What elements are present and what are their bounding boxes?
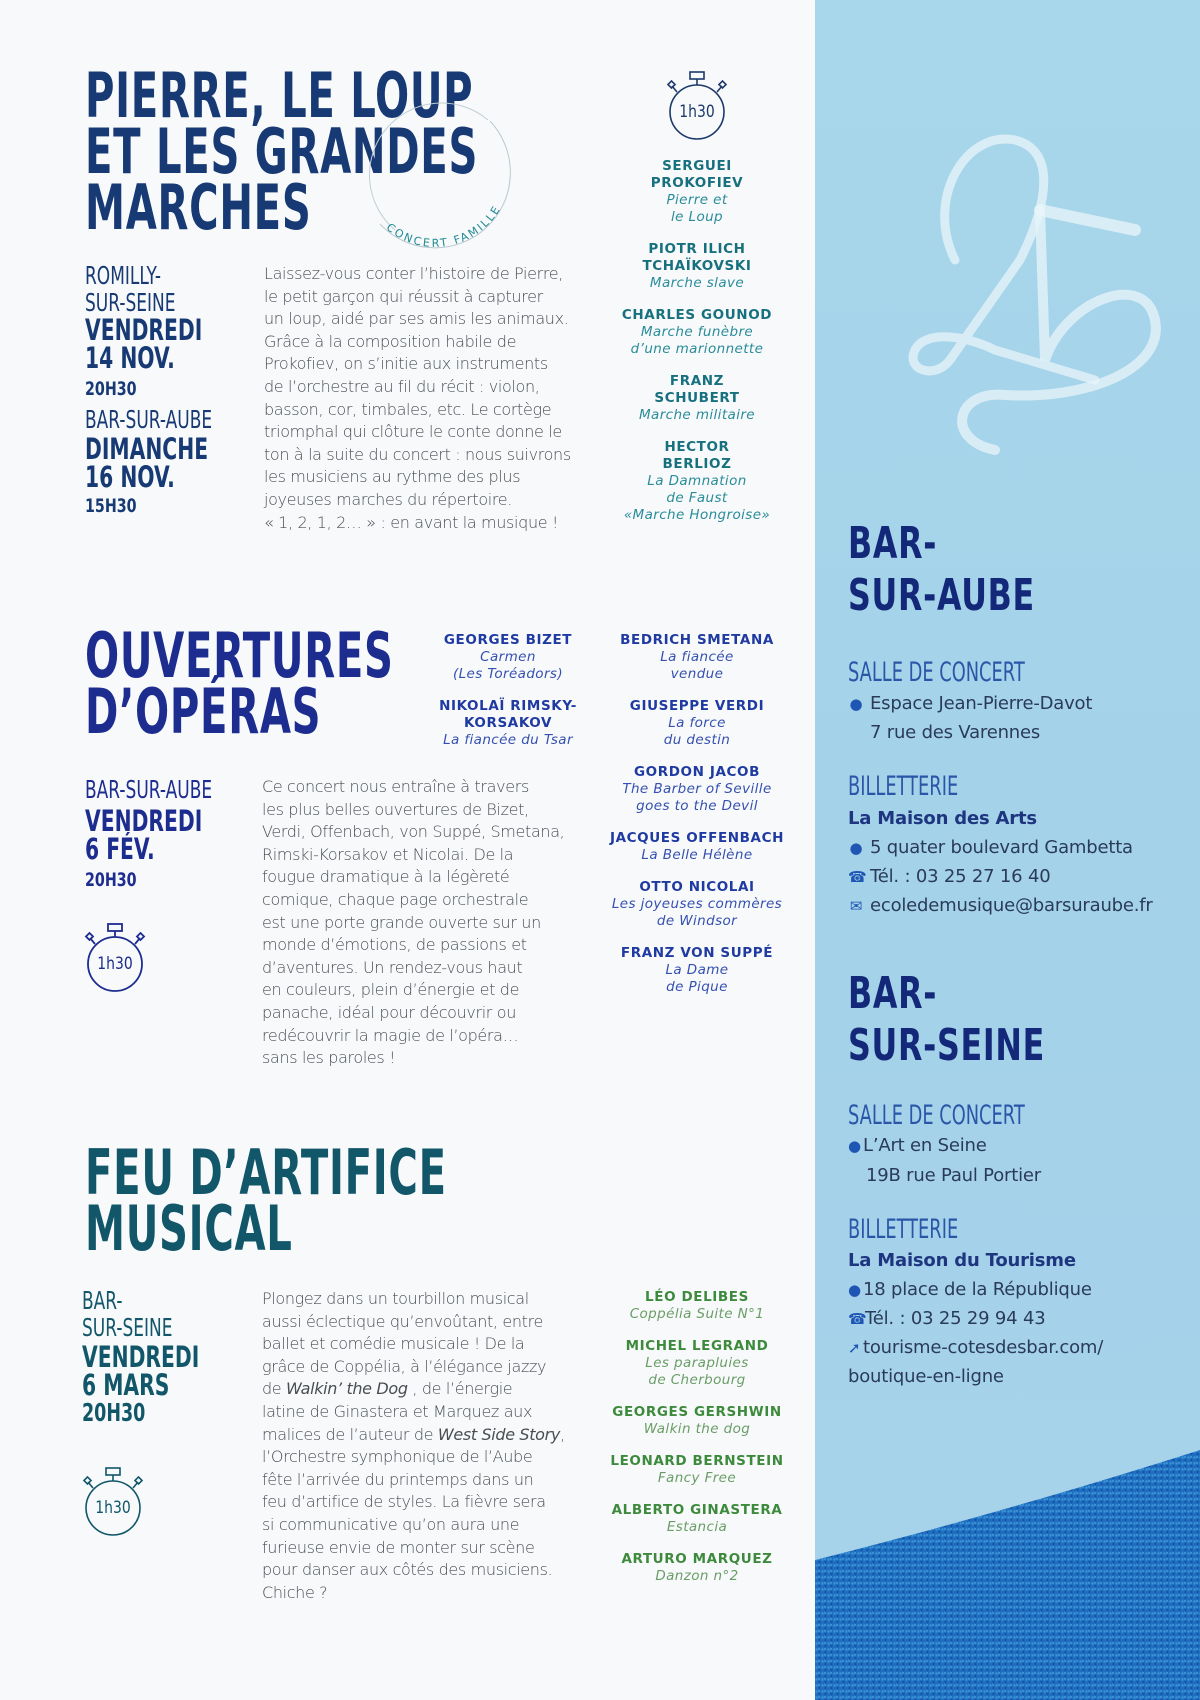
date: 6 MARS xyxy=(82,1368,170,1402)
date: 6 FÉV. xyxy=(85,832,155,866)
concert-description xyxy=(264,263,571,534)
description-line: Chiche ? xyxy=(262,1582,328,1602)
program-item xyxy=(597,241,797,292)
composer: LEONARD BERNSTEIN xyxy=(610,1453,784,1469)
work: La fiancée xyxy=(660,649,734,665)
work: Pierre et xyxy=(666,192,728,208)
description-line: triomphal qui clôture le conte donne le xyxy=(264,422,562,442)
work: Marche funèbre xyxy=(640,324,754,340)
program-item xyxy=(597,1289,797,1323)
text-segment: , de l’énergie xyxy=(407,1379,513,1399)
map-pin-icon: ● xyxy=(848,1137,861,1155)
description-line: latine de Ginastera et Marquez aux xyxy=(262,1401,533,1421)
description-line: ballet et comédie musicale ! De la xyxy=(262,1334,525,1354)
work: vendue xyxy=(670,666,724,682)
program-item xyxy=(418,698,598,749)
italic-title: Walkin’ the Dog xyxy=(286,1379,408,1399)
description-line: sans les paroles ! xyxy=(262,1048,396,1068)
city: BAR-SUR-AUBE xyxy=(85,405,213,434)
title-line: MARCHES xyxy=(85,171,312,244)
venue-name-line: SUR-AUBE xyxy=(848,570,1035,621)
work: Fancy Free xyxy=(657,1470,737,1486)
italic-title: West Side Story xyxy=(437,1424,560,1444)
title-line: MUSICAL xyxy=(85,1192,293,1265)
venue-name-line: BAR- xyxy=(848,968,938,1019)
ticket-office-name: La Maison des Arts xyxy=(848,808,1037,829)
composer: GIUSEPPE VERDI xyxy=(629,698,765,714)
description-line: Plongez dans un tourbillon musical xyxy=(262,1289,529,1308)
work: Danzon n°2 xyxy=(655,1568,739,1584)
composer: PIOTR ILICH xyxy=(648,241,746,257)
composer: KORSAKOV xyxy=(463,715,553,731)
concert-program xyxy=(597,1289,797,1600)
time: 20H30 xyxy=(85,869,137,891)
arrow-link-icon: ➚ xyxy=(848,1339,861,1357)
program-item xyxy=(597,373,797,424)
phone-icon: ☎ xyxy=(848,868,867,886)
hall-name: Espace Jean-Pierre-Davot xyxy=(870,693,1093,714)
composer: NIKOLAÏ RIMSKY- xyxy=(439,698,577,714)
work: Carmen xyxy=(480,649,536,665)
hall-label: SALLE DE CONCERT xyxy=(848,1100,1025,1131)
description-line: si communicative qu’on aura une xyxy=(262,1514,520,1534)
hall-address-line-1 xyxy=(848,691,1092,717)
composer: ARTURO MARQUEZ xyxy=(621,1551,773,1567)
description-line: joyeuses marches du répertoire. xyxy=(264,489,512,509)
venue-name-bar-sur-aube xyxy=(848,518,1035,622)
description-line: d’aventures. Un rendez-vous haut xyxy=(262,957,523,977)
hall-address-line-2: 7 rue des Varennes xyxy=(870,722,1041,743)
description-line: ton à la suite du concert : nous suivrons xyxy=(264,444,571,464)
concert-title-ouvertures-d-operas xyxy=(85,619,394,748)
description-line: comique, chaque page orchestrale xyxy=(262,889,529,909)
concert-dates xyxy=(85,776,272,897)
duration-label: 1h30 xyxy=(97,954,133,974)
composer: SERGUEI xyxy=(662,158,732,174)
ticket-address-text: 18 place de la République xyxy=(863,1279,1092,1300)
composer: OTTO NICOLAI xyxy=(639,879,755,895)
description-line: feu d’artifice de styles. La fièvre sera xyxy=(262,1492,546,1512)
composer: JACQUES OFFENBACH xyxy=(609,830,785,846)
work: de Cherbourg xyxy=(648,1372,746,1388)
city: SUR-SEINE xyxy=(85,288,176,317)
concert-title-feu-d-artifice-musical xyxy=(85,1136,447,1265)
date: 16 NOV. xyxy=(85,460,175,494)
hall-address-line-2: 19B rue Paul Portier xyxy=(866,1165,1041,1186)
duration-label: 1h30 xyxy=(679,102,715,122)
work: «Marche Hongroise» xyxy=(623,507,771,523)
description-line: le petit garçon qui réussit à capturer xyxy=(264,286,543,306)
work: le Loup xyxy=(670,209,724,225)
program-item xyxy=(597,1453,797,1487)
city: BAR-SUR-AUBE xyxy=(85,775,213,804)
text-segment: , xyxy=(559,1424,565,1444)
map-pin-icon: ● xyxy=(849,839,863,857)
weekday: VENDREDI xyxy=(82,1340,200,1374)
work: La force xyxy=(668,715,726,731)
concert-program-left xyxy=(418,632,598,764)
composer: LÉO DELIBES xyxy=(645,1289,749,1305)
work: La Dame xyxy=(665,962,729,978)
work: La Belle Hélène xyxy=(641,847,753,863)
concert-program xyxy=(597,158,797,539)
ticket-address-text: 5 quater boulevard Gambetta xyxy=(870,837,1133,858)
ticket-website-link-line-2[interactable]: boutique-en-ligne xyxy=(848,1366,1004,1387)
work: de Pique xyxy=(666,979,728,995)
description-line: de l’orchestre au fil du récit : violon, xyxy=(264,376,540,396)
svg-text:CONCERT FAMILLE: CONCERT FAMILLE xyxy=(383,202,504,250)
work: La Damnation xyxy=(647,473,747,489)
ticket-phone-text: Tél. : 03 25 29 94 43 xyxy=(865,1308,1046,1329)
composer: FRANZ VON SUPPÉ xyxy=(620,945,774,961)
anniversary-25-logo-icon xyxy=(845,60,1175,460)
weekday: VENDREDI xyxy=(85,313,203,347)
city: ROMILLY- xyxy=(85,261,162,290)
program-item xyxy=(597,1502,797,1536)
description-line xyxy=(262,1378,565,1401)
ticket-web-text: tourisme-cotesdesbar.com/ xyxy=(863,1337,1104,1358)
ticket-phone[interactable] xyxy=(848,1306,1045,1332)
ticket-phone[interactable] xyxy=(848,864,1050,890)
text-segment: de xyxy=(262,1379,287,1399)
duration-label: 1h30 xyxy=(95,1498,131,1518)
composer: SCHUBERT xyxy=(654,390,740,406)
description-line: Ce concert nous entraîne à travers xyxy=(262,777,529,796)
time: 20H30 xyxy=(82,1398,146,1427)
map-pin-icon: ● xyxy=(849,695,863,713)
program-item xyxy=(597,1404,797,1438)
description-line: panache, idéal pour découvrir ou xyxy=(262,1002,517,1022)
concert-dates xyxy=(85,262,272,521)
description-line: fougue dramatique à la légèreté xyxy=(262,867,510,887)
composer: BERLIOZ xyxy=(662,456,732,472)
concert-famille-badge xyxy=(340,80,520,250)
weekday: DIMANCHE xyxy=(85,432,209,466)
ticket-email-text: ecoledemusique@barsuraube.fr xyxy=(870,895,1153,916)
description-line: fête l’arrivée du printemps dans un xyxy=(262,1469,534,1489)
title-line: ET LES GRANDES xyxy=(85,115,479,188)
city: BAR- xyxy=(82,1286,123,1315)
text-segment: malices de l’auteur de xyxy=(262,1424,438,1444)
program-item xyxy=(597,439,797,524)
duration-stopwatch-icon xyxy=(84,922,146,994)
program-item xyxy=(597,1338,797,1389)
composer: FRANZ xyxy=(669,373,725,389)
description-line: est une porte grande ouverte sur un xyxy=(262,912,541,932)
description-line: Verdi, Offenbach, von Suppé, Smetana, xyxy=(262,822,565,842)
title-line: OUVERTURES xyxy=(85,619,394,692)
ticket-website-link[interactable] xyxy=(848,1335,1103,1361)
title-line: PIERRE, LE LOUP xyxy=(85,59,474,132)
ticket-office-name: La Maison du Tourisme xyxy=(848,1250,1076,1271)
work: du destin xyxy=(663,732,731,748)
description-line xyxy=(262,1424,565,1447)
program-item xyxy=(418,632,598,683)
work: The Barber of Seville xyxy=(622,781,772,797)
program-item xyxy=(597,879,797,930)
concert-description xyxy=(262,776,564,1070)
ticket-label: BILLETTERIE xyxy=(848,771,959,802)
description-line: Prokofiev, on s’initie aux instruments xyxy=(264,354,548,374)
time: 20H30 xyxy=(85,378,137,400)
venue-name-line: SUR-SEINE xyxy=(848,1020,1045,1071)
composer: GEORGES GERSHWIN xyxy=(612,1404,782,1420)
work: Les parapluies xyxy=(645,1355,749,1371)
description-line: l’Orchestre symphonique de l’Aube xyxy=(262,1447,533,1467)
program-item xyxy=(597,945,797,996)
description-line: « 1, 2, 1, 2… » : en avant la musique ! xyxy=(264,512,559,532)
composer: HECTOR xyxy=(664,439,730,455)
work: Marche slave xyxy=(649,275,745,291)
work: Estancia xyxy=(666,1519,728,1535)
composer: TCHAÏKOVSKI xyxy=(642,258,752,274)
work: La fiancée du Tsar xyxy=(443,732,573,748)
program-item xyxy=(597,698,797,749)
date: 14 NOV. xyxy=(85,341,175,375)
work: Walkin the dog xyxy=(643,1421,751,1437)
venue-name-line: BAR- xyxy=(848,518,938,569)
ticket-email-link[interactable] xyxy=(848,893,1153,919)
venue-name-bar-sur-seine xyxy=(848,968,1045,1072)
description-line: redécouvrir la magie de l’opéra… xyxy=(262,1025,519,1045)
description-line: Grâce à la composition habile de xyxy=(264,331,517,351)
work: (Les Toréadors) xyxy=(452,666,564,682)
hall-label: SALLE DE CONCERT xyxy=(848,657,1025,688)
concert-dates xyxy=(82,1287,250,1427)
program-item xyxy=(597,1551,797,1585)
composer: CHARLES GOUNOD xyxy=(621,307,773,323)
hall-address-line-1 xyxy=(848,1133,987,1159)
work: Coppélia Suite N°1 xyxy=(629,1306,765,1322)
description-line: les musiciens au rythme des plus xyxy=(264,467,521,487)
program-item xyxy=(597,158,797,226)
concert-program-right xyxy=(597,632,797,1011)
composer: GORDON JACOB xyxy=(634,764,760,780)
program-item xyxy=(597,307,797,358)
work: de Windsor xyxy=(656,913,738,929)
concert-description xyxy=(262,1288,565,1604)
description-line: furieuse envie de monter sur scène xyxy=(262,1537,535,1557)
ticket-phone-text: Tél. : 03 25 27 16 40 xyxy=(870,866,1051,887)
ticket-address xyxy=(848,835,1133,861)
work: d’une marionnette xyxy=(630,341,764,357)
description-line: basson, cor, timbales, etc. Le cortège xyxy=(264,399,552,419)
description-line: Laissez-vous conter l’histoire de Pierre, xyxy=(264,264,563,283)
description-line: un loup, aidé par ses amis les animaux. xyxy=(264,309,569,329)
map-pin-icon: ● xyxy=(848,1281,861,1299)
program-item xyxy=(597,764,797,815)
phone-icon: ☎ xyxy=(848,1310,867,1328)
description-line: les plus belles ouvertures de Bizet, xyxy=(262,799,529,819)
work: Les joyeuses commères xyxy=(611,896,783,912)
composer: PROKOFIEV xyxy=(650,175,744,191)
city: SUR-SEINE xyxy=(82,1313,173,1342)
composer: ALBERTO GINASTERA xyxy=(611,1502,783,1518)
title-line: FEU D’ARTIFICE xyxy=(85,1136,447,1209)
program-item xyxy=(597,830,797,864)
description-line: en couleurs, plein d’énergie et de xyxy=(262,980,520,1000)
decorative-wave-icon xyxy=(815,1450,1200,1700)
envelope-icon: ✉ xyxy=(849,897,863,915)
weekday: VENDREDI xyxy=(85,804,203,838)
description-line: aussi éclectique qu’envoûtant, entre xyxy=(262,1311,543,1331)
description-line: pour danser aux côtés des musiciens. xyxy=(262,1560,553,1580)
hall-name: L’Art en Seine xyxy=(863,1135,987,1156)
title-line: D’OPÉRAS xyxy=(85,675,322,748)
time: 15H30 xyxy=(85,495,137,517)
duration-stopwatch-icon xyxy=(82,1466,144,1538)
work: de Faust xyxy=(666,490,728,506)
duration-stopwatch-icon xyxy=(666,70,728,142)
composer: GEORGES BIZET xyxy=(443,632,573,648)
composer: BEDRICH SMETANA xyxy=(620,632,774,648)
description-line: grâce de Coppélia, à l’élégance jazzy xyxy=(262,1356,547,1376)
work: Marche militaire xyxy=(638,407,756,423)
ticket-address xyxy=(848,1277,1092,1303)
work: goes to the Devil xyxy=(636,798,758,814)
description-line: Rimski-Korsakov et Nicolai. De la xyxy=(262,844,514,864)
description-line: monde d’émotions, de passions et xyxy=(262,935,527,955)
composer: MICHEL LEGRAND xyxy=(625,1338,769,1354)
program-item xyxy=(597,632,797,683)
ticket-label: BILLETTERIE xyxy=(848,1214,959,1245)
